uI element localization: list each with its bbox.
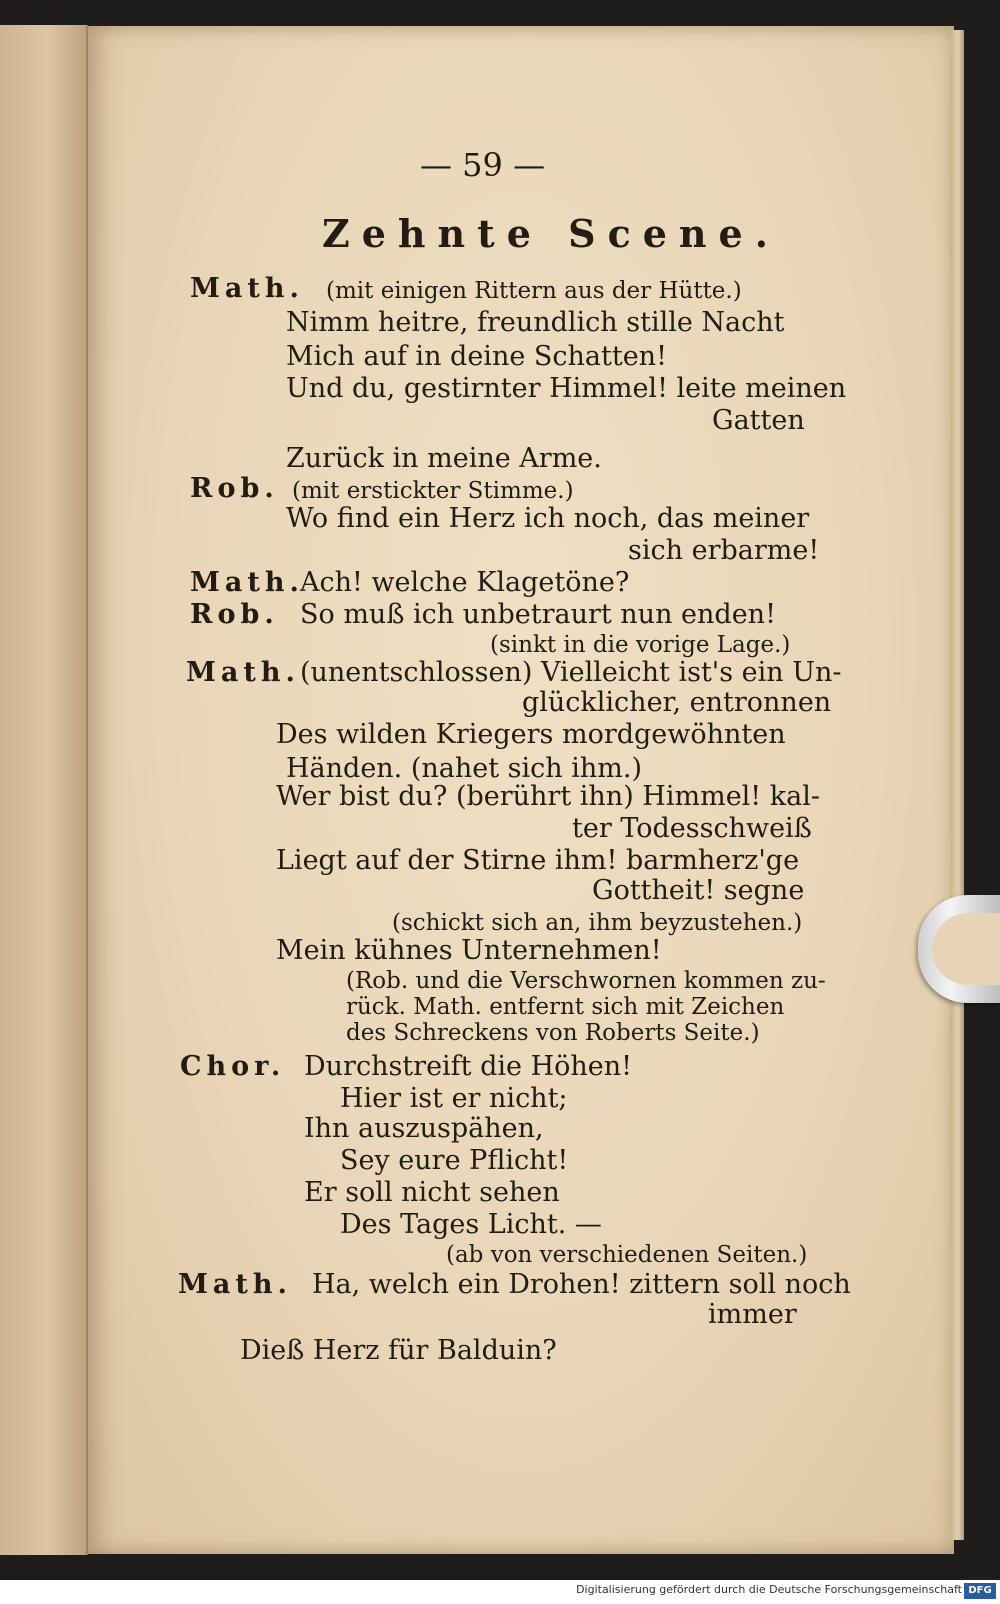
verse-line: Gottheit! segne — [592, 875, 805, 906]
paper-clip — [918, 895, 1000, 1003]
verse-line: Ha, welch ein Drohen! zittern soll noch — [312, 1269, 851, 1300]
verse-line: Händen. (nahet sich ihm.) — [286, 753, 642, 784]
verse-line: Mein kühnes Unternehmen! — [276, 935, 662, 966]
verse-line: glücklicher, entronnen — [522, 687, 832, 718]
stage-direction: (mit erstickter Stimme.) — [292, 478, 574, 504]
verse-line: Dieß Herz für Balduin? — [240, 1335, 557, 1366]
speaker-label: Rob. — [190, 473, 279, 504]
speaker-label: Rob. — [190, 599, 279, 630]
verse-line: Hier ist er nicht; — [340, 1083, 568, 1114]
scene-heading: Zehnte Scene. — [322, 211, 780, 256]
speaker-label: Math. — [186, 657, 300, 688]
verse-line: Zurück in meine Arme. — [286, 443, 602, 474]
verse-line: ter Todesschweiß — [572, 813, 812, 844]
verse-line: Des wilden Kriegers mordgewöhnten — [276, 719, 786, 750]
stage-direction: (mit einigen Rittern aus der Hütte.) — [326, 278, 742, 304]
page-edge — [950, 30, 964, 1540]
verse-line: Mich auf in deine Schatten! — [286, 341, 667, 372]
verse-line: Durchstreift die Höhen! — [304, 1051, 632, 1082]
stage-direction: des Schreckens von Roberts Seite.) — [346, 1020, 760, 1046]
verse-line: Gatten — [712, 405, 805, 436]
verse-line: Ihn auszuspähen, — [304, 1113, 544, 1144]
stage-direction: (ab von verschiedenen Seiten.) — [446, 1242, 808, 1268]
stage-direction: rück. Math. entfernt sich mit Zeichen — [346, 994, 785, 1020]
verse-line: Und du, gestirnter Himmel! leite meinen — [286, 373, 847, 404]
dfg-logo: DFG — [964, 1583, 996, 1599]
verse-line: Wer bist du? (berührt ihn) Himmel! kal- — [276, 781, 820, 812]
verse-line: So muß ich unbetraurt nun enden! — [300, 599, 776, 630]
speaker-label: Math. — [190, 273, 304, 304]
verse-line: Ach! welche Klagetöne? — [300, 567, 630, 598]
verse-line: Sey eure Pflicht! — [340, 1145, 569, 1176]
verse-line: (unentschlossen) Vielleicht ist's ein Un- — [300, 657, 842, 688]
stage-direction: (schickt sich an, ihm beyzustehen.) — [392, 910, 803, 936]
verse-line: immer — [708, 1299, 797, 1330]
verse-line: Er soll nicht sehen — [304, 1177, 560, 1208]
speaker-label: Chor. — [180, 1051, 286, 1082]
verse-line: Des Tages Licht. — — [340, 1209, 602, 1240]
verse-line: Nimm heitre, freundlich stille Nacht — [286, 307, 785, 338]
footer-credit: Digitalisierung gefördert durch die Deutsche Forschungsgemeinschaft — [576, 1583, 962, 1596]
speaker-label: Math. — [178, 1269, 292, 1300]
verse-line: Wo find ein Herz ich noch, das meiner — [286, 503, 810, 534]
verse-line: sich erbarme! — [628, 535, 820, 566]
verse-line: Liegt auf der Stirne ihm! barmherz'ge — [276, 845, 800, 876]
page-number: — 59 — — [420, 146, 546, 184]
stage-direction: (sinkt in die vorige Lage.) — [490, 632, 791, 658]
facing-page — [0, 25, 88, 1555]
speaker-label: Math. — [190, 567, 304, 598]
stage-direction: (Rob. und die Verschwornen kommen zu- — [346, 968, 826, 994]
